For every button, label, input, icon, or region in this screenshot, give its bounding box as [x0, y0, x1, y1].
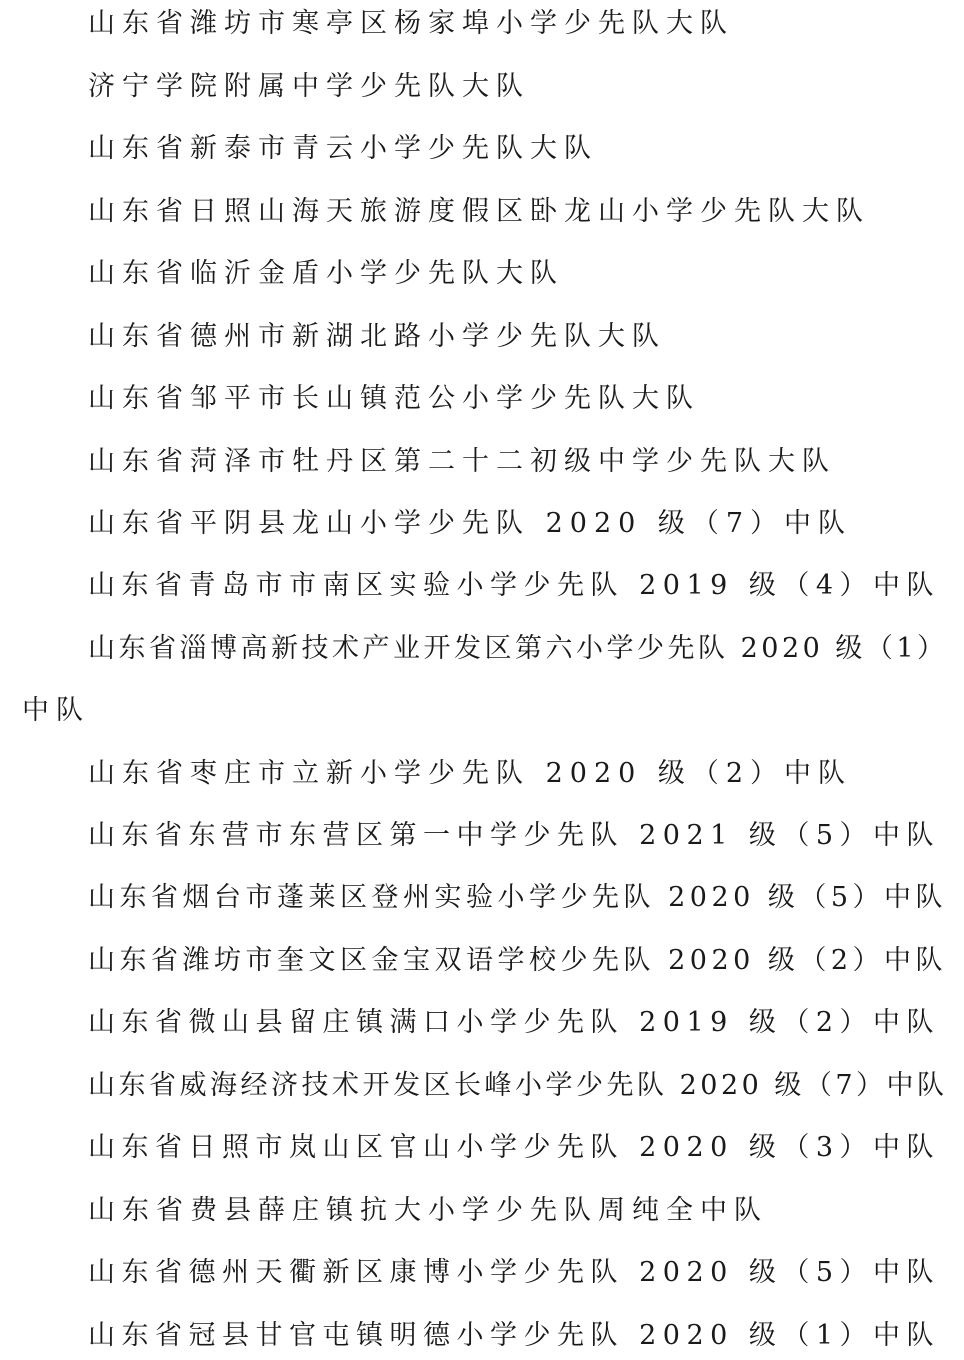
list-item: 山东省威海经济技术开发区长峰小学少先队 2020 级（7）中队 [88, 1070, 948, 1101]
list-item: 山东省临沂金盾小学少先队大队 [88, 258, 564, 289]
list-item: 山东省平阴县龙山小学少先队 2020 级（7）中队 [88, 508, 853, 539]
list-item: 山东省日照山海天旅游度假区卧龙山小学少先队大队 [88, 196, 870, 227]
list-item: 山东省青岛市市南区实验小学少先队 2019 级（4）中队 [88, 570, 941, 601]
list-item: 山东省烟台市蓬莱区登州实验小学少先队 2020 级（5）中队 [88, 882, 948, 913]
list-item: 山东省德州天衢新区康博小学少先队 2020 级（5）中队 [88, 1257, 941, 1288]
list-item: 山东省日照市岚山区官山小学少先队 2020 级（3）中队 [88, 1132, 941, 1163]
list-item: 山东省新泰市青云小学少先队大队 [88, 133, 598, 164]
list-item: 山东省东营市东营区第一中学少先队 2021 级（5）中队 [88, 820, 941, 851]
list-item: 山东省潍坊市奎文区金宝双语学校少先队 2020 级（2）中队 [88, 945, 948, 976]
list-item: 山东省菏泽市牡丹区第二十二初级中学少先队大队 [88, 446, 836, 477]
list-item: 山东省微山县留庄镇满口小学少先队 2019 级（2）中队 [88, 1007, 941, 1038]
list-item: 山东省潍坊市寒亭区杨家埠小学少先队大队 [88, 8, 734, 39]
list-item: 山东省枣庄市立新小学少先队 2020 级（2）中队 [88, 758, 853, 789]
list-item: 山东省邹平市长山镇范公小学少先队大队 [88, 383, 700, 414]
list-item-continuation: 中队 [22, 695, 90, 726]
list-item: 济宁学院附属中学少先队大队 [88, 71, 530, 102]
list-item: 山东省冠县甘官屯镇明德小学少先队 2020 级（1）中队 [88, 1320, 941, 1351]
list-item: 山东省淄博高新技术产业开发区第六小学少先队 2020 级（1） [88, 633, 948, 664]
list-item: 山东省德州市新湖北路小学少先队大队 [88, 321, 666, 352]
list-item: 山东省费县薛庄镇抗大小学少先队周纯全中队 [88, 1195, 768, 1226]
